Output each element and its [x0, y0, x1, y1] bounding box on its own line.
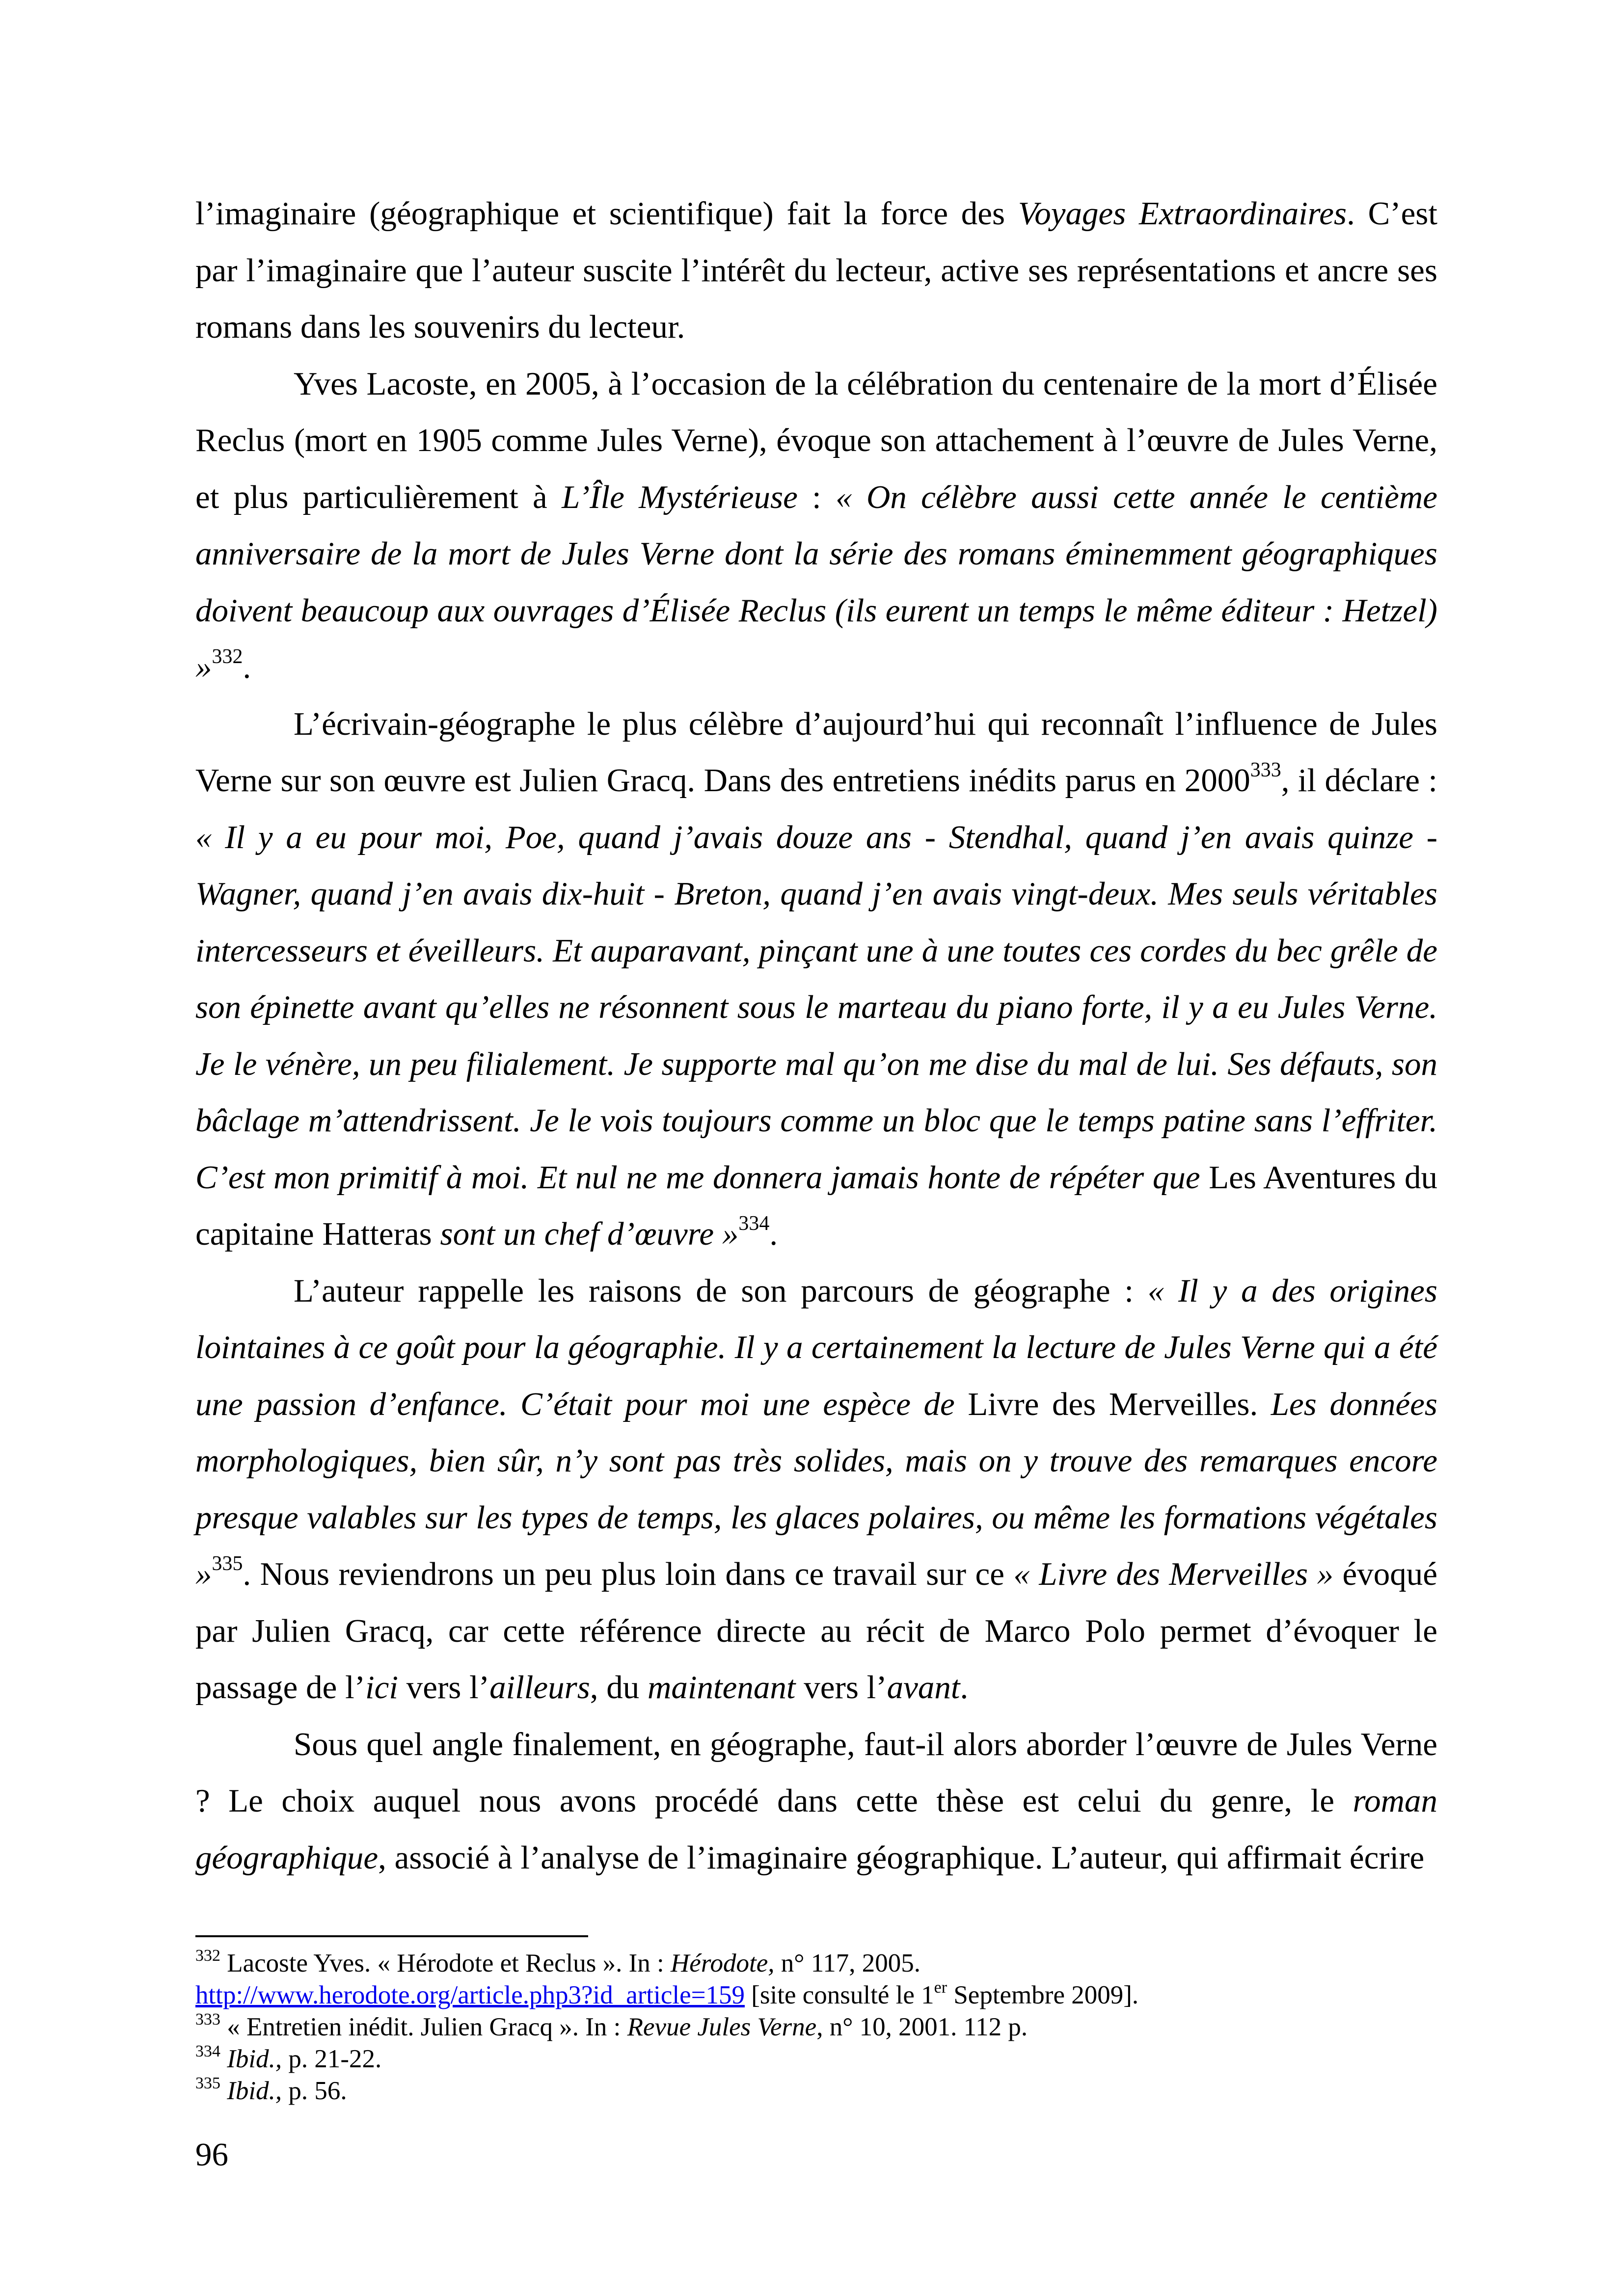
- text-run: [site consulté le 1: [745, 1981, 934, 2009]
- text-run: Livre des Merveilles.: [954, 1386, 1271, 1422]
- text-run: . C’est par l’imaginaire que l’auteur suscite l’intérêt du lecteur, active ses représentations et ancre ses romans dans les souvenirs du lecteur.: [195, 195, 1437, 345]
- paragraph-2: [195, 356, 1437, 696]
- footnote-number: 334: [195, 2042, 220, 2060]
- italic-run: sont un chef d’œuvre »: [440, 1216, 739, 1252]
- page-number: 96: [195, 2136, 228, 2173]
- main-text: [195, 186, 1437, 1886]
- text-run: évoqué par Julien Gracq, car cette référence directe au récit de Marco Polo permet d’évoquer le passage de l’: [195, 1556, 1437, 1706]
- paragraph-3: [195, 696, 1437, 1263]
- footnote-number: 335: [195, 2074, 220, 2092]
- text-run: , n° 10, 2001. 112 p.: [816, 2013, 1028, 2041]
- footnotes: [195, 1948, 1437, 2107]
- footnote-ref-334[interactable]: 334: [738, 1212, 770, 1235]
- italic-run: Revue Jules Verne: [627, 2013, 817, 2041]
- italic-run: ailleurs: [489, 1669, 590, 1706]
- text-run: Sous quel angle finalement, en géographe, faut-il alors aborder l’œuvre de Jules Verne ? Le choix auquel nous avons procédé dans cette thèse est celui du genre, le: [195, 1726, 1437, 1819]
- text-run: vers l’: [795, 1669, 887, 1706]
- italic-run: L’Île Mystérieuse: [562, 479, 798, 515]
- text-run: , associé à l’analyse de l’imaginaire géographique. L’auteur, qui affirmait écrire: [378, 1839, 1425, 1876]
- italic-run: avant: [887, 1669, 960, 1706]
- paragraph-4: [195, 1263, 1437, 1716]
- paragraph-1: [195, 186, 1437, 356]
- text-run: .: [769, 1216, 778, 1252]
- text-run: .: [243, 649, 251, 685]
- footnote-number: 332: [195, 1947, 220, 1965]
- italic-run: Ibid.,: [220, 2077, 282, 2105]
- text-run: Les Aventures du capitaine Hatteras: [195, 1159, 1437, 1252]
- text-run: n° 117, 2005.: [774, 1949, 920, 1977]
- text-run: L’écrivain-géographe le plus célèbre d’aujourd’hui qui reconnaît l’influence de Jules Verne sur son œuvre est Julien Gracq. Dans des entretiens inédits parus en 2000: [195, 705, 1437, 799]
- footnote-333: [195, 2011, 1437, 2043]
- footnote-334: [195, 2043, 1437, 2075]
- text-run: Yves Lacoste, en 2005, à l’occasion de la célébration du centenaire de la mort d’Élisée Reclus (mort en 1905 comme Jules Verne), évoque son attachement à l’œuvre de Jules Verne, et plus particulièrement à: [195, 365, 1437, 515]
- footnote-332-continued: [195, 1979, 1437, 2011]
- paragraph-5: [195, 1716, 1437, 1887]
- footnote-number: 333: [195, 2010, 220, 2029]
- text-run: vers l’: [398, 1669, 490, 1706]
- footnote-335: [195, 2075, 1437, 2107]
- ordinal-superscript: er: [934, 1978, 947, 1997]
- footnote-separator: [195, 1935, 588, 1937]
- italic-run: Hérodote,: [671, 1949, 775, 1977]
- text-run: p. 56.: [282, 2077, 347, 2105]
- text-run: :: [797, 479, 836, 515]
- herodote-link[interactable]: http://www.herodote.org/article.php3?id_article=159: [195, 1981, 745, 2009]
- text-run: Septembre 2009].: [947, 1981, 1139, 2009]
- text-run: Lacoste Yves. « Hérodote et Reclus ». In :: [220, 1949, 671, 1977]
- quote-italic: « Il y a des origines lointaines à ce goût pour la géographie. Il y a certainement la lecture de Jules Verne qui a été une passion d’enfance. C’était pour moi une espèce de: [195, 1272, 1437, 1422]
- text-run: l’imaginaire (géographique et scientifique) fait la force des: [195, 195, 1018, 232]
- text-run: , il déclare :: [1281, 762, 1437, 799]
- italic-run: Voyages Extraordinaires: [1018, 195, 1347, 232]
- footnote-ref-332[interactable]: 332: [212, 645, 243, 668]
- text-run: , du: [590, 1669, 648, 1706]
- text-run: .: [960, 1669, 969, 1706]
- text-run: p. 21-22.: [282, 2045, 382, 2073]
- footnote-332: [195, 1948, 1437, 1979]
- italic-run: roman géographique: [195, 1783, 1437, 1876]
- text-run: L’auteur rappelle les raisons de son parcours de géographe :: [294, 1272, 1148, 1309]
- quote-italic: « Il y a eu pour moi, Poe, quand j’avais douze ans - Stendhal, quand j’en avais quinze - Wagner, quand j’en avais dix-huit - Breton, quand j’en avais vingt-deux. Mes seuls véritables intercesseurs et éveilleurs. Et auparavant, pinçant une à une toutes ces cordes du bec grêle de son épinette avant qu’elles ne résonnent sous le marteau du piano forte, il y a eu Jules Verne. Je le vénère, un peu filialement. Je supporte mal qu’on me dise du mal de lui. Ses défauts, son bâclage m’attendrissent. Je le vois toujours comme un bloc que le temps patine sans l’effriter. C’est mon primitif à moi. Et nul ne me donnera jamais honte de répéter que: [195, 819, 1437, 1196]
- footnote-ref-335[interactable]: 335: [212, 1552, 243, 1575]
- text-run: . Nous reviendrons un peu plus loin dans ce travail sur ce: [243, 1556, 1014, 1592]
- italic-run: maintenant: [648, 1669, 796, 1706]
- quote-italic: « On célèbre aussi cette année le centième anniversaire de la mort de Jules Verne dont la série des romans éminemment géographiques doivent beaucoup aux ouvrages d’Élisée Reclus (ils eurent un temps le même éditeur : Hetzel) »: [195, 479, 1438, 685]
- quote-italic: Les données morphologiques, bien sûr, n’y sont pas très solides, mais on y trouve des remarques encore presque valables sur les types de temps, les glaces polaires, ou même les formations végétales »: [195, 1386, 1438, 1592]
- italic-run: ici: [365, 1669, 398, 1706]
- italic-run: Ibid.,: [220, 2045, 282, 2073]
- italic-run: « Livre des Merveilles »: [1013, 1556, 1334, 1592]
- text-run: « Entretien inédit. Julien Gracq ». In :: [220, 2013, 627, 2041]
- footnote-ref-333[interactable]: 333: [1250, 759, 1281, 781]
